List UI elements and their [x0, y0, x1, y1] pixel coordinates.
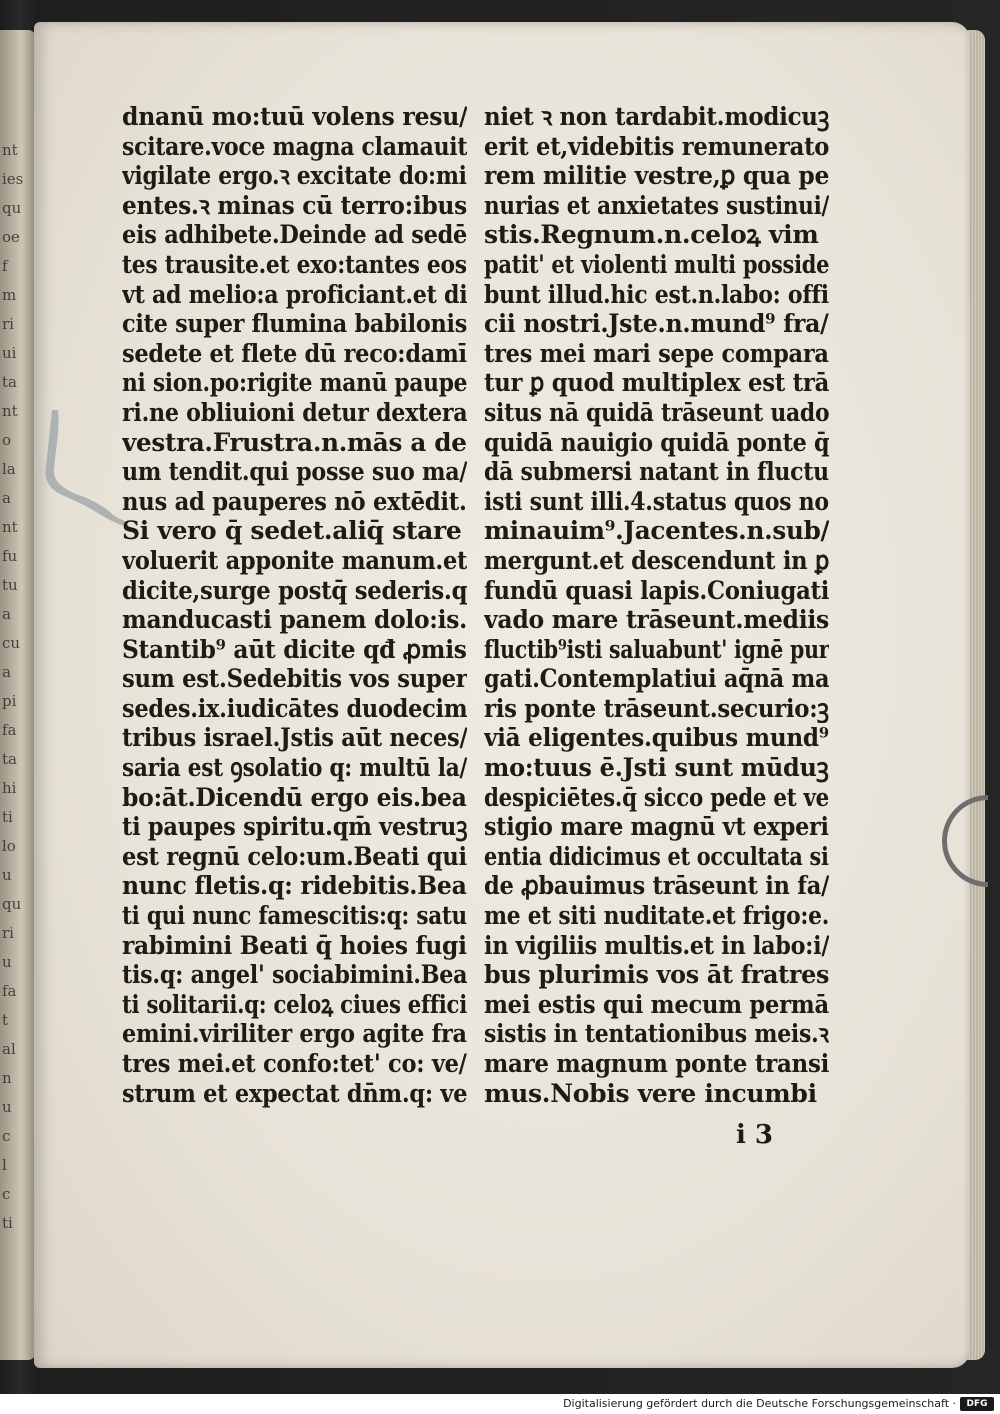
- left-page-fragment: c: [2, 1185, 11, 1203]
- text-line: ti paupes spiritu.qm̄ vestruꝫ: [122, 812, 467, 842]
- left-page-fragment: qu: [2, 895, 22, 913]
- left-page-fragment: cu: [2, 634, 21, 652]
- text-line: bo:āt.Dicendū ergo eis.bea: [122, 782, 467, 812]
- dfg-logo: DFG: [960, 1397, 994, 1411]
- left-page-fragment: n: [2, 1069, 12, 1087]
- left-page-fragment: a: [2, 605, 11, 623]
- text-line: tribus israel.Jstis aūt neces/: [122, 723, 467, 753]
- text-line: quidā nauigio quidā ponte q̄: [484, 427, 829, 457]
- left-page-fragment: la: [2, 460, 16, 478]
- text-line: in vigiliis multis.et in labo:i/: [484, 930, 829, 960]
- text-line: me et siti nuditate.et frigo:e.: [484, 901, 829, 931]
- left-page-fragment: ta: [2, 750, 17, 768]
- left-page-fragment: a: [2, 663, 11, 681]
- text-line: tis.q: angel' sociabimini.Bea: [122, 960, 467, 990]
- text-line: bus plurimis vos āt fratres: [484, 960, 829, 990]
- text-line: est regnū celo:um.Beati qui: [122, 841, 467, 871]
- text-line: entia didicimus et occultata si: [484, 841, 829, 871]
- text-line: scitare.voce magna clamauit: [122, 131, 467, 161]
- text-line: stigio mare magnū vt experi: [484, 812, 829, 842]
- left-page-fragment: a: [2, 489, 11, 507]
- left-page-fragment: ta: [2, 373, 17, 391]
- left-page-fragment: u: [2, 953, 12, 971]
- text-line: ti qui nunc famescitis:q: satu: [122, 901, 467, 931]
- text-line: nus ad pauperes nō extēdit.: [122, 486, 467, 516]
- text-line: entes.ꝛ minas cū terro:ibus: [122, 190, 467, 220]
- text-line: vt ad melio:a proficiant.et di: [122, 279, 467, 309]
- left-page-edge: [0, 30, 36, 1360]
- text-line: ni sion.po:rigite manū paupe: [122, 368, 467, 398]
- text-line: vestra.Frustra.n.mās a de: [122, 427, 467, 457]
- text-line: emini.viriliter ergo agite fra: [122, 1019, 467, 1049]
- text-line: mei estis qui mecum permā: [484, 989, 829, 1019]
- left-page-fragment: tu: [2, 576, 18, 594]
- text-line: viā eligentes.quibus mund⁹: [484, 723, 829, 753]
- text-line: rem militie vestre,ꝑ qua pe: [484, 161, 829, 191]
- left-page-fragment: c: [2, 1127, 11, 1145]
- text-line: dā submersi natant in fluctu: [484, 457, 829, 487]
- text-line: sum est.Sedebitis vos super: [122, 664, 467, 694]
- paper-damage-mark: [30, 408, 130, 528]
- text-line: saria est ꝯsolatio q: multū la/: [122, 753, 467, 783]
- left-page-fragment: fu: [2, 547, 18, 565]
- left-page-fragment: f: [2, 257, 8, 275]
- right-text-column: [484, 102, 829, 1108]
- text-line: erit et,videbitis remunerato: [484, 131, 829, 161]
- left-page-fragment: pi: [2, 692, 17, 710]
- text-line: despiciētes.q̄ sicco pede et ve: [484, 782, 829, 812]
- left-page-fragment: nt: [2, 402, 18, 420]
- text-line: bunt illud.hic est.n.labo: offi: [484, 279, 829, 309]
- left-page-fragment: l: [2, 1156, 7, 1174]
- text-line: tres mei.et confo:tet' co: ve/: [122, 1049, 467, 1078]
- text-line: tur ꝑ quod multiplex est trā: [484, 368, 829, 398]
- text-line: dicite,surge postq̄ sederis.q: [122, 575, 467, 605]
- left-page-fragment: ui: [2, 344, 17, 362]
- text-line: de ꝓbauimus trāseunt in fa/: [484, 871, 829, 901]
- text-line: eis adhibete.Deinde ad sedē: [122, 220, 467, 250]
- text-line: cite super flumina babilonis: [122, 309, 467, 339]
- footer-bar: [0, 1394, 1000, 1414]
- text-line: sistis in tentationibus meis.ꝛ: [484, 1019, 829, 1049]
- left-page-fragment: fa: [2, 721, 17, 739]
- text-line: situs nā quidā trāseunt uado: [484, 397, 829, 427]
- text-line: isti sunt illi.4.status quos no: [484, 486, 829, 516]
- left-page-fragment: u: [2, 866, 12, 884]
- text-line: tes trausite.et exo:tantes eos: [122, 249, 467, 279]
- text-line: sedete et flete dū reco:damī: [122, 338, 467, 368]
- text-line: mare magnum ponte transi: [484, 1049, 829, 1078]
- text-line: vado mare trāseunt.mediis: [484, 605, 829, 635]
- left-page-fragment: m: [2, 286, 17, 304]
- text-line: fundū quasi lapis.Coniugati: [484, 575, 829, 605]
- text-line: manducasti panem dolo:is.: [122, 605, 467, 635]
- text-line: strum et expectat dn̄m.q: ve: [122, 1078, 467, 1108]
- text-line: fluctib⁹isti saluabunt' ignē pur: [484, 634, 829, 664]
- left-page-fragment: hi: [2, 779, 17, 797]
- left-page-fragment: fa: [2, 982, 17, 1000]
- text-line: voluerit apponite manum.et: [122, 545, 467, 575]
- left-page-fragment: nt: [2, 141, 18, 159]
- text-line: Stantib⁹ aūt dicite qđ ꝓmis: [122, 634, 467, 664]
- left-page-fragment: o: [2, 431, 12, 449]
- left-page-fragment: ti: [2, 808, 13, 826]
- text-line: ti solitarii.q: celoꝝ ciues effici: [122, 989, 467, 1019]
- left-page-fragment: qu: [2, 199, 22, 217]
- left-page-fragment: nt: [2, 518, 18, 536]
- signature-mark: i 3: [736, 1120, 774, 1150]
- text-line: Si vero q̄ sedet.aliq̄ stare: [122, 516, 462, 546]
- text-line: mergunt.et descendunt in ꝑ: [484, 545, 829, 575]
- left-page-fragment: ti: [2, 1214, 13, 1232]
- text-line: gati.Contemplatiui aq̄nā ma: [484, 664, 829, 694]
- left-page-fragment: u: [2, 1098, 12, 1116]
- text-line: sedes.ix.iudicātes duodecim: [122, 693, 467, 723]
- text-line: ri.ne obliuioni detur dextera: [122, 397, 467, 427]
- text-line: niet ꝛ non tardabit.modicuꝫ: [484, 102, 829, 131]
- text-line: mus.Nobis vere incumbi: [484, 1078, 817, 1108]
- text-line: stis.Regnum.n.celoꝝ vim: [484, 220, 819, 250]
- left-page-fragment: al: [2, 1040, 16, 1058]
- left-page-fragment: lo: [2, 837, 16, 855]
- text-line: tres mei mari sepe compara: [484, 338, 829, 368]
- left-page-fragment: ies: [2, 170, 24, 188]
- text-line: mo:tuus ē.Jsti sunt mūduꝫ: [484, 753, 829, 783]
- left-page-fragment: oe: [2, 228, 20, 246]
- left-page-fragment: ri: [2, 315, 14, 333]
- text-line: vigilate ergo.ꝛ excitate do:mi: [122, 161, 467, 191]
- left-text-column: [122, 102, 467, 1108]
- text-line: dnanū mo:tuū volens resu/: [122, 102, 467, 131]
- text-line: um tendit.qui posse suo ma/: [122, 457, 467, 487]
- left-page-fragment: t: [2, 1011, 9, 1029]
- text-line: minauim⁹.Jacentes.n.sub/: [484, 516, 829, 546]
- text-line: nunc fletis.q: ridebitis.Bea: [122, 871, 467, 901]
- text-line: ris ponte trāseunt.securio:ꝫ: [484, 693, 829, 723]
- text-line: rabimini Beati q̄ hoies fugi: [122, 930, 467, 960]
- text-line: cii nostri.Jste.n.mund⁹ fra/: [484, 309, 829, 339]
- text-line: nurias et anxietates sustinui/: [484, 190, 829, 220]
- left-page-fragment: ri: [2, 924, 14, 942]
- funding-credit: Digitalisierung gefördert durch die Deutsche Forschungsgemeinschaft ·: [563, 1397, 956, 1410]
- text-line: patit' et violenti multi posside: [484, 249, 829, 279]
